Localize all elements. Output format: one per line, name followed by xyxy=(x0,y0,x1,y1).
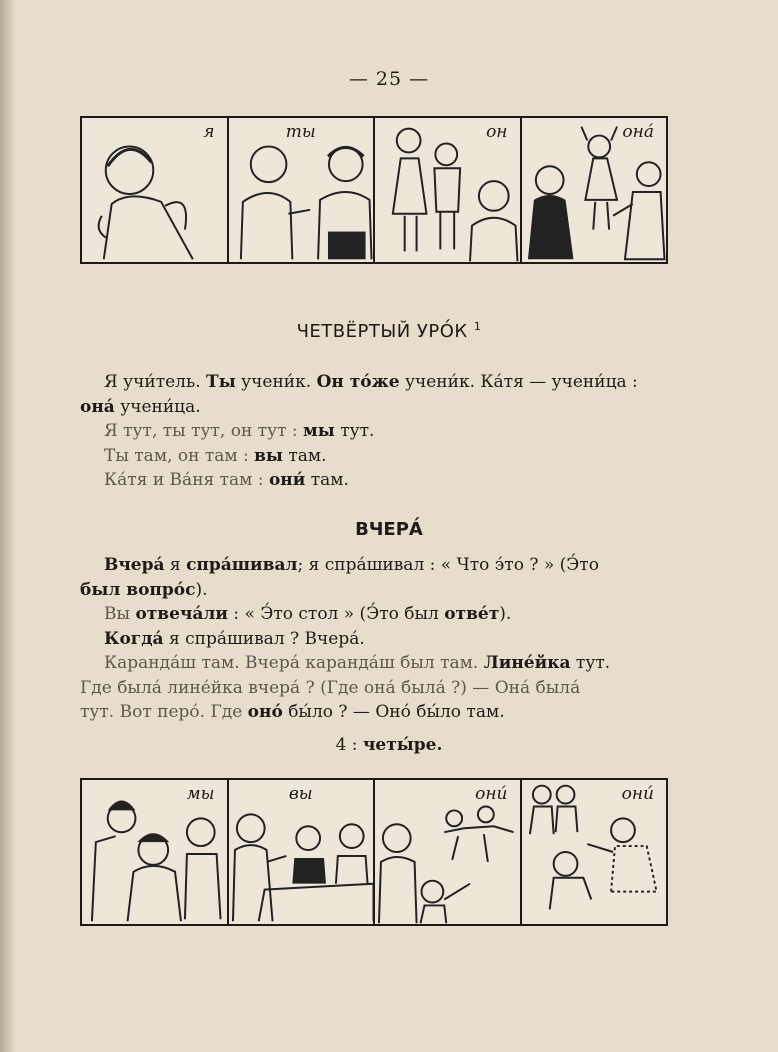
girl-and-boys-illustration xyxy=(375,118,520,262)
text-line: тут. Вот перо́. Где оно́ бы́ло ? — Оно́ бы́ло там. xyxy=(80,702,505,722)
pronoun-label: ты xyxy=(285,122,316,142)
classroom-illustration xyxy=(229,780,374,924)
top-illustration-strip xyxy=(80,116,668,264)
panel-oni-2 xyxy=(522,780,667,924)
two-boys-illustration xyxy=(229,118,374,262)
children-group-illustration xyxy=(82,780,227,924)
pronoun-label: мы xyxy=(186,784,215,804)
text-line: Ты там, он там : вы там. xyxy=(104,445,327,466)
number-word: четы́ре. xyxy=(362,735,443,755)
panel-oni-1 xyxy=(375,780,522,924)
pronoun-label: вы xyxy=(288,784,313,804)
text-line: был вопро́с). xyxy=(80,579,208,600)
panel-ya xyxy=(82,118,229,262)
child-illustration xyxy=(82,118,227,262)
text-line: Я учи́тель. Ты учени́к. Он то́же учени́к. Ка́тя — учени́ца : xyxy=(104,372,638,392)
page-number: — 25 — xyxy=(348,68,430,90)
text-line: она́ учени́ца. xyxy=(80,396,201,417)
girls-illustration xyxy=(522,118,667,262)
children-running-illustration xyxy=(522,780,667,924)
lesson-title xyxy=(0,320,778,342)
section-text xyxy=(80,553,664,725)
pronoun-label: он xyxy=(486,122,508,142)
panel-ona xyxy=(522,118,667,262)
text-line: Каранда́ш там. Вчера́ каранда́ш был там. Лине́йка тут. xyxy=(104,653,611,673)
text-line: Где была́ лине́йка вчера́ ? (Где она́ была́ ?) — Она́ была́ xyxy=(80,677,581,698)
pronoun-label: они́ xyxy=(621,784,654,804)
panel-on xyxy=(375,118,522,262)
lesson-title-text: ЧЕТВЁРТЫЙ УРО́К xyxy=(296,321,468,342)
pronoun-label: я xyxy=(203,122,215,142)
number-line xyxy=(0,735,778,755)
text-line: Вы отвеча́ли : « Э́то стол » (Э́то был отве́т). xyxy=(104,604,512,624)
text-line: Вчера́ я спра́шивал; я спра́шивал : « Что э́то ? » (Э́то xyxy=(104,555,599,575)
footnote-marker: 1 xyxy=(473,320,482,333)
text-line: Я тут, ты тут, он тут : мы тут. xyxy=(104,421,375,441)
lesson-text xyxy=(80,370,664,493)
children-playing-illustration xyxy=(375,780,520,924)
panel-my xyxy=(82,780,229,924)
section-title: ВЧЕРА́ xyxy=(355,519,423,540)
bottom-illustration-strip xyxy=(80,778,668,926)
text-line: Когда́ я спра́шивал ? Вчера́. xyxy=(104,628,365,649)
text-line: Ка́тя и Ва́ня там : они́ там. xyxy=(104,470,349,490)
pronoun-label: они́ xyxy=(475,784,508,804)
number-digit: 4 : xyxy=(335,735,363,755)
panel-ty xyxy=(229,118,376,262)
pronoun-label: она́ xyxy=(622,122,654,142)
panel-vy xyxy=(229,780,376,924)
